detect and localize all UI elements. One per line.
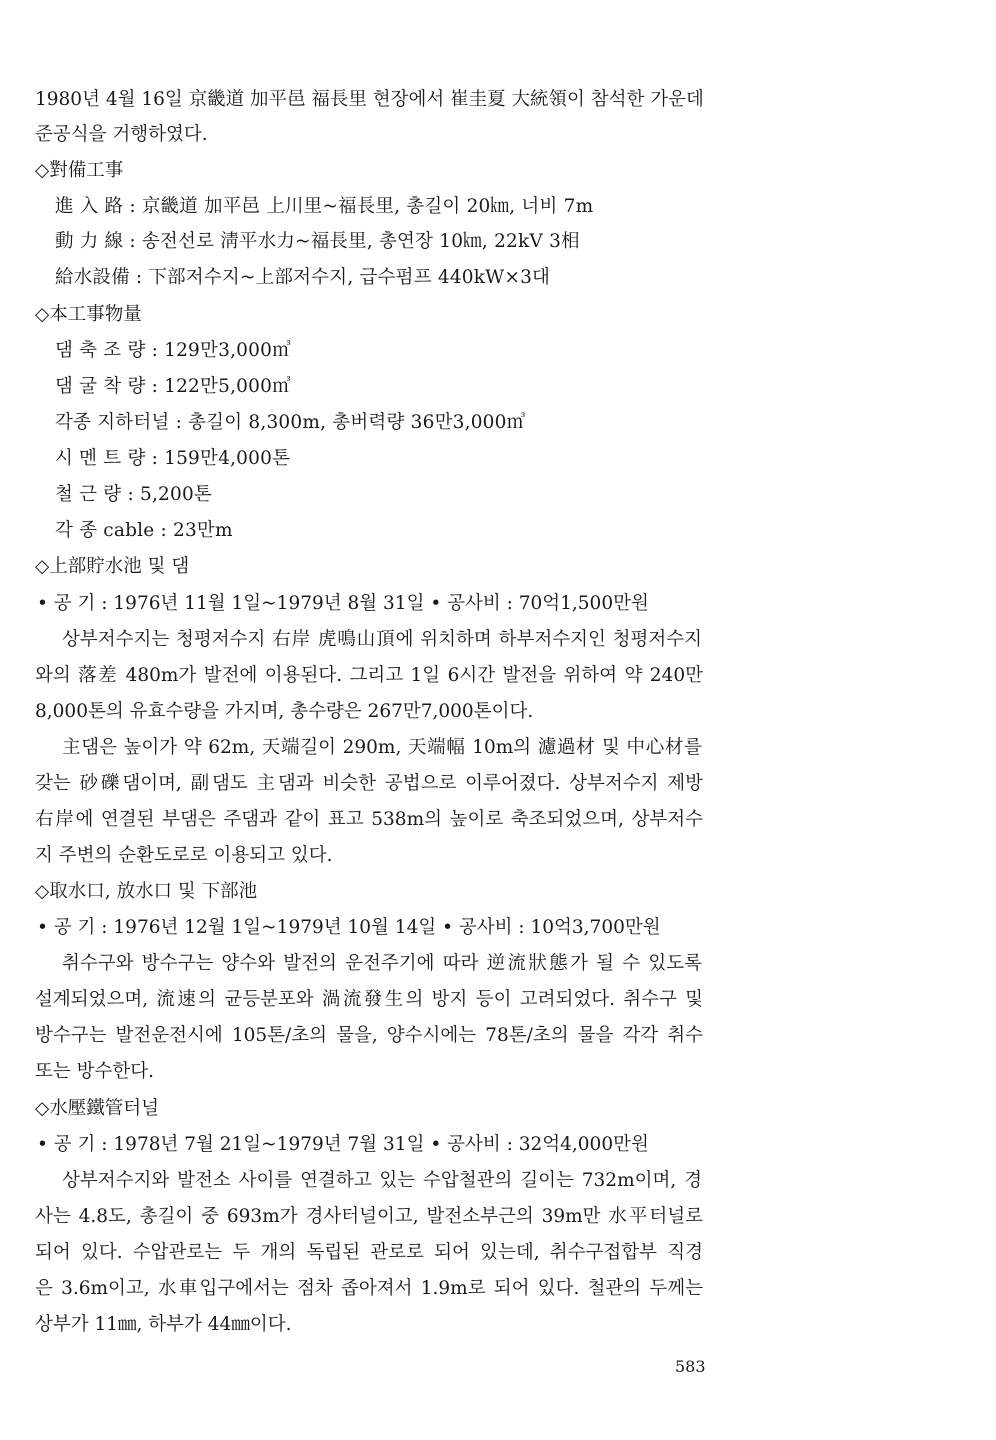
aux-item-access-road: 進 入 路 : 京畿道 加平邑 上川里~福長里, 총길이 20㎞, 너비 7m	[55, 196, 594, 217]
aux-item-power-line: 動 力 線 : 송전선로 淸平水力~福長里, 총연장 10㎞, 22kV 3相	[55, 231, 580, 252]
upper-p2-line-1: 主댐은 높이가 약 62m, 天端길이 290m, 天端幅 10m의 濾過材 및 中心材를	[62, 737, 702, 758]
section-heading-auxiliary: ◇對備工事	[35, 160, 124, 181]
intake-p1-line-2: 설계되었으며, 流速의 균등분포와 渦流發生의 방지 등이 고려되었다. 취수구 및	[35, 989, 703, 1010]
upper-p1-line-3: 8,000톤의 유효수량을 가지며, 총수량은 267만7,000톤이다.	[35, 701, 534, 722]
upper-p2-line-4: 지 주변의 순환도로로 이용되고 있다.	[35, 845, 333, 866]
upper-p1-line-1: 상부저수지는 청평저수지 右岸 虎鳴山頂에 위치하며 하부저수지인 청평저수지	[62, 629, 702, 650]
upper-schedule-line: • 공 기 : 1976년 11월 1일~1979년 8월 31일 • 공사비 : 70억1,500만원	[37, 593, 649, 614]
upper-p2-line-2: 갖는 砂礫댐이며, 副댐도 主댐과 비슷한 공법으로 이루어졌다. 상부저수지 제방	[35, 773, 703, 794]
intake-p1-line-4: 또는 방수한다.	[35, 1061, 154, 1082]
penstock-p1-line-1: 상부저수지와 발전소 사이를 연결하고 있는 수압철관의 길이는 732m이며, 경	[62, 1170, 702, 1191]
penstock-p1-line-2: 사는 4.8도, 총길이 중 693m가 경사터널이고, 발전소부근의 39m만 水平터널로	[35, 1206, 703, 1227]
penstock-p1-line-5: 상부가 11㎜, 하부가 44㎜이다.	[35, 1314, 292, 1335]
penstock-p1-line-3: 되어 있다. 수압관로는 두 개의 독립된 관로로 되어 있는데, 취수구접합부 직경	[35, 1242, 703, 1263]
penstock-schedule-line: • 공 기 : 1978년 7월 21일~1979년 7월 31일 • 공사비 : 32억4,000만원	[37, 1134, 649, 1155]
upper-p1-line-2: 와의 落差 480m가 발전에 이용된다. 그리고 1일 6시간 발전을 위하여 약 240만	[35, 665, 703, 686]
qty-item-tunnels: 각종 지하터널 : 총길이 8,300m, 총버력량 36만3,000㎥	[55, 412, 526, 433]
penstock-p1-line-4: 은 3.6m이고, 水車입구에서는 점차 좁아져서 1.9m로 되어 있다. 철관의 두께는	[35, 1278, 703, 1299]
section-heading-quantities: ◇本工事物量	[35, 304, 142, 325]
qty-item-rebar: 철 근 량 : 5,200톤	[55, 484, 213, 505]
qty-item-cement: 시 멘 트 량 : 159만4,000톤	[55, 448, 291, 469]
section-heading-upper-reservoir: ◇上部貯水池 및 댐	[35, 556, 190, 577]
page-number: 583	[675, 1357, 706, 1376]
qty-item-dam-fill: 댐 축 조 량 : 129만3,000㎥	[55, 340, 291, 361]
intro-line-2: 준공식을 거행하였다.	[35, 124, 208, 145]
intake-p1-line-3: 방수구는 발전운전시에 105톤/초의 물을, 양수시에는 78톤/초의 물을 각각 취수	[35, 1025, 703, 1046]
aux-item-water-supply: 給水設備 : 下部저수지~上部저수지, 급수펌프 440kW×3대	[55, 267, 551, 288]
qty-item-dam-excavation: 댐 굴 착 량 : 122만5,000㎥	[55, 376, 291, 397]
intake-schedule-line: • 공 기 : 1976년 12월 1일~1979년 10월 14일 • 공사비 : 10억3,700만원	[37, 917, 661, 938]
intake-p1-line-1: 취수구와 방수구는 양수와 발전의 운전주기에 따라 逆流狀態가 될 수 있도록	[62, 953, 702, 974]
upper-p2-line-3: 右岸에 연결된 부댐은 주댐과 같이 표고 538m의 높이로 축조되었으며, 상부저수	[35, 809, 703, 830]
section-heading-intake: ◇取水口, 放水口 및 下部池	[35, 881, 258, 902]
qty-item-cable: 각 종 cable : 23만m	[55, 520, 233, 541]
section-heading-penstock: ◇水壓鐵管터널	[35, 1098, 159, 1119]
intro-line-1: 1980년 4월 16일 京畿道 加平邑 福長里 현장에서 崔圭夏 大統領이 참석한 가운데	[35, 89, 704, 110]
